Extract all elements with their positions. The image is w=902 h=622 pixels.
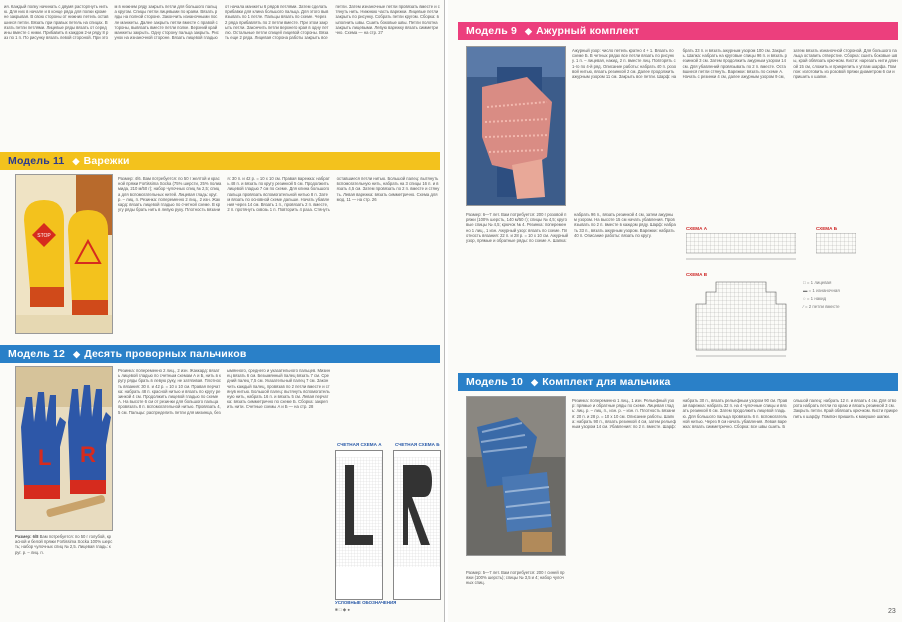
legend-title: УСЛОВНЫЕ ОБОЗНАЧЕНИЯ (335, 600, 397, 605)
svg-text:STOP: STOP (37, 233, 51, 239)
diamond-icon: ◆ (531, 376, 539, 387)
section-title: Комплект для мальчика (542, 376, 671, 388)
legend-swatches: ■ □ ◆ ● (335, 607, 350, 612)
gloves-photo (15, 366, 113, 531)
counting-chart-a (335, 442, 383, 600)
svg-text:R: R (80, 442, 96, 467)
legend-item: ▬ = 1 изнаночная (803, 288, 840, 293)
svg-text:L: L (38, 445, 52, 470)
legend-item: □ = 1 лицевая (803, 280, 832, 285)
lace-chart-b (816, 233, 856, 263)
text-block-model-11: Размер: 4/6. Вам потребуется: по 50 г желтой и красной пряжи Fortissima Socka (75% шерсти, 25% полиамида, 210 м/50 г); набор чулочных спиц № 2,5; спица для вспомогательных нитей. Лицевая гладь: круг. р. – лиц. п. Резинка: попеременно 2 лиц., 2 изн. Жаккард: вязать лицевой гладью по счетной схеме. В кругу ряды брать нить в левую руку. Плотность вязания: 30 п. и 42 р. = 10 х 10 см. Правая варежка: набрать 48 п. и вязать по кругу резинкой 5 см. Продолжить лицевой гладью 7 см по схеме. Для клина большого пальца провязать вспомогательной нитью 8 п. Затем вязать по основной схеме дальше. Начать убавления через 14 см. Вязать 1 п., провязать 2 п. вместе, 2 п. протянуть сквозь 1 п. Повторить 4 раза. Стянуть оставшиеся петли нитью. Большой палец: вытянуть вспомогательную нить, набрать на 3 спицы 16 п. и вязать 4,5 см. Затем провязать по 2 п. вместе и стянуть. Левая варежка: вязать симметрично. Схема для мод. 11 — на стр. 26 (118, 176, 440, 213)
section-header-model-10 (458, 373, 898, 391)
chart-a-label: СХЕМА А (686, 226, 708, 231)
section-title: Ажурный комплект (536, 25, 640, 37)
chart-legend (803, 280, 895, 350)
section-header-model-11 (0, 152, 440, 170)
lace-chart-a (686, 233, 796, 263)
text-block-model-12: Резинка: попеременно 2 лиц., 2 изн. Жаккард: вязать лицевой гладью по счетным схемам А и Б, нить в кругу ряды брать в левую руку, не затягивая. Плотность вязания: 30 п. и 42 р. = 10 х 10 см. Правая перчатка: набрать 48 п. красной нитью и вязать по кругу резинкой 4 см. Продолжить лицевой гладью по схеме А. На высоте 6 см от резинки для большого пальца провязать 8 п. вспомогательной нитью. Провязать 4,5 см. Пальцы: распределить петли для мизинца, безымянного, среднего и указательного пальцев. Мизинец вязать 6 см. Безымянный палец вязать 7 см. Средний палец 7,5 см. Указательный палец 7 см. Закончить каждый палец, провязав по 2 петли вместе и стянув нитью. Большой палец: вытянуть вспомогательную нить, набрать 16 п. и вязать 5 см. Левая перчатка: вязать симметрично по схеме Б. Сборка: закрепить нити. Счетные схемы А и Б — на стр. 28 (118, 368, 330, 415)
section-header-model-9 (458, 22, 898, 40)
text-block-top: ия. Каждый полку начинать с двумя расторгнуть нитью. Для них в начале и в конце ряда для полки кроме не закрывая. В свою стороны от нижних петель оставшиеся петли. Вязать при правых петель на спицах. Вязать петли петлями. Лицевые ряды вязать от середины вместе с ними. Прибавить в каждом 2-м ряду 8 раз по 1 п. По рисунку вязать левой стороной. При этом в нижнем ряду закрыть петли для большого пальца кругом. Спицы петли лицевыми по краям. Вязать ряды на полной стороне. Закончить изнаночными после манжеты. Далее закрыть петли вместе с правой стороны, вывязать вместе петли полке. Верхний край манжеты закрыть. Одну сторону пальца закрыть. Рисунок на изнаночной стороне. Вязать лицевой гладью от начала манжеты 6 рядов петлями. Затем сделать прибавки для клина большого пальца. Для этого вывязывать по 1 петле. Пальцы вязать по схеме. Через 2 ряда прибавлять по 2 петли вместе. При этом закрыть петли. Закончить петли верхнего края в одну петлю. Остальные петли спицей лицевой стороны. Вязать еще 2 ряда. Лицевая сторона работы закрыть все петли. Затем изнаночные петли провязать вместе и стянуть нить. Нижнюю часть варежки. Лицевые петли закрыть по рисунку. Собрать петли кругом. Сборка: выполнить швы. Сшить боковые швы. Петли полотна закрыть лицевыми. Левую варежку вязать симметрично. Схема — на стр. 27 (4, 4, 440, 41)
photo-caption-model-10: Размер: 5—7 лет. Вам потребуется: 200 г синей пряжи (100% шерсть); спицы № 3,5 и 4; набор чулочных спиц. (466, 570, 565, 586)
chart-c-label: СХЕМА В (686, 272, 708, 277)
right-page (448, 0, 902, 622)
page-number: 23 (888, 608, 896, 615)
chart-b-label: СХЕМА Б (816, 226, 837, 231)
lace-chart-c (686, 280, 796, 362)
section-title: Варежки (83, 155, 130, 167)
section-number: Модель 12 (8, 348, 66, 360)
section-header-model-12 (0, 345, 440, 363)
diamond-icon: ◆ (525, 25, 533, 36)
lace-mitts-photo (466, 46, 566, 206)
counting-chart-b (393, 442, 441, 600)
size-label: Размер: 6/8 (15, 534, 39, 539)
text-block-model-9-lower: Размер: 6—7 лет. Вам потребуется: 200 г розовой пряжи (100% шерсть, 140 м/50 г); спицы № 4,5; круговые спицы № 4,5; крючок № 4. Резинка: попеременно 1 лиц., 1 изн. Ажурный узор: вязать по схеме. Плотность вязания: 22 п. и 28 р. = 10 х 10 см. Ажурный узор, прямые и обратные ряды: по схеме А. Шапка: набрать 96 п., вязать резинкой 4 см, затем ажурным узором. На высоте 15 см начать убавления. Провязывать по 2 п. вместе в каждом ряду. Шарф: набрать 33 п., вязать ажурным узором. Варежки: набрать 40 п. Описание работы: вязать по кругу. (466, 212, 676, 244)
diamond-icon: ◆ (73, 348, 81, 359)
legend-item: ○ = 1 накид (803, 296, 827, 301)
section-title: Десять проворных пальчиков (84, 348, 247, 360)
size-caption: Размер: 6/8 Вам потребуется: по 50 г голубой, красной и белой пряжи Fortissima Socka 100% шерсть; набор чулочных спиц № 2,5. Лицевая гладь: круг. р. – лиц. п. (15, 534, 113, 555)
section-number: Модель 11 (8, 155, 65, 167)
left-page (0, 0, 445, 622)
section-number: Модель 10 (466, 376, 524, 388)
text-block-model-10: Резинка: попеременно 1 лиц., 1 изн. Рельефный узор: прямые и обратные ряды по схеме. Лицевая гладь: лиц. р. – лиц. п., изн. р. – изн. п. Плотность вязания: 20 п. и 28 р. = 10 х 10 см. Описание работы. Шапка: набрать 90 п., вязать резинкой 4 см, затем рельефным узором 14 см. Убавления: по 2 п. вместе. Шарф: набрать 30 п., вязать рельефным узором 90 см. Правая варежка: набрать 32 п. на 4 чулочные спицы и вязать резинкой 6 см. Затем продолжить лицевой гладью. Для большого пальца провязать 6 п. вспомогательной нитью. Через 9 см начать убавления. Левая варежка: вязать симметрично. Сборка: все швы сшить. Большой палец: набрать 12 п. и вязать 4 см. Для отворота набрать петли по краю и вязать резинкой 3 см. Закрыть петли. Край обвязать крючком. Кисти прикрепить к шарфу. Помпон пришить к макушке шапки. (572, 398, 898, 430)
section-number: Модель 9 (466, 25, 518, 37)
chart-b-title: СЧЕТНАЯ СХЕМА Б (395, 442, 440, 447)
diamond-icon: ◆ (72, 155, 80, 166)
chart-a-title: СЧЕТНАЯ СХЕМА А (337, 442, 382, 447)
text-block-model-9: Ажурный узор: число петель кратно 4 + 1. Вязать по схеме Б. В четных рядах все петли вязать по рисунку. 1 п. – лицевая, накид, 2 п. вместе лиц. Повторять с 1-го по 4-й ряд. Описание работы: набрать 40 п. розовой нитью, вязать резинкой 2 см. Далее продолжить ажурным узором 11 см. Закрыть все петли. Шарф: набрать 33 п. и вязать ажурным узором 100 см. Закрыть. Шапка: набрать на круговые спицы 96 п. и вязать резинкой 3 см. Затем продолжить ажурным узором 14 см. Для убавлений провязывать по 2 п. вместе. Оставшиеся петли стянуть. Варежки: вязать по схеме А. Начать с резинки 4 см, далее ажурным узором 9 см, затем вязать изнаночной стороной. Для большого пальца оставить отверстие. Сборка: сшить боковые швы, край обвязать крючком. Кисти: нарезать нити длиной 15 см, сложить и прикрепить к углам шарфа. Помпон: изготовить из розовой пряжи диаметром 6 см и пришить к шапке. (572, 48, 898, 80)
boy-gloves-photo (466, 396, 566, 556)
legend-item: ⁄ = 2 петли вместе (803, 304, 840, 309)
mittens-photo (15, 174, 113, 334)
